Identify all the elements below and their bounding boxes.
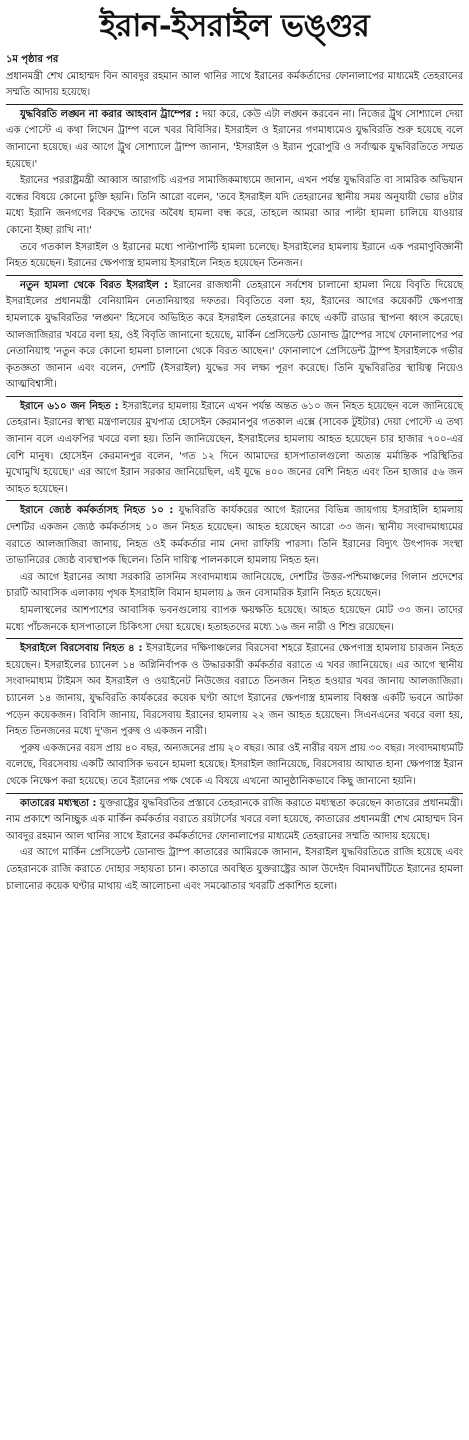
intro-paragraph: প্রধানমন্ত্রী শেখ মোহাম্মদ বিন আবদুর রহমান আল থানির সাথে ইরানের কর্মকর্তাদের ফোনালাপের মাধ্যমেই তেহরানের সম্মতি আদায় হয়েছে।	[6, 70, 463, 99]
article-sections	[6, 107, 463, 895]
paragraph-text: ইরানের রাজধানী তেহরানে সর্বশেষ চালানো হামলা নিয়ে বিবৃতি দিয়েছে ইসরাইলের প্রধানমন্ত্রী বেনিয়ামিন নেতানিয়াহুর দফতর। বিবৃতিতে বলা হয়, ইরানের আগের কয়েকটি ক্ষেপণাস্ত্র হামলাকে যুদ্ধবিরতির 'লঙ্ঘন' হিসেবে অভিহিত করে ইসরাইল তেহরানের কাছে একটি রাডার স্থাপনা ধ্বংস করেছে। আলজাজিরার খবরে বলা হয়, ওই বিবৃতি জানানো হয়েছে, মার্কিন প্রেসিডেন্ট ডোনাল্ড ট্রাম্পের সাথে ফোনালাপের পর নেতানিয়াহু 'নতুন করে কোনো হামলা চালানো থেকে বিরত আছেন।' ফোনালাপে প্রেসিডেন্ট ট্রাম্প ইসরাইলকে গভীর কৃতজ্ঞতা জানান এবং বলেন, দেশটি (ইসরাইল) যুদ্ধের সব লক্ষ্য পূরণ করেছে। তিনি যুদ্ধবিরতির স্থায়িত্ব নিয়েও আত্মবিশ্বাসী।	[6, 279, 463, 391]
article-paragraph: হামলাস্থলের আশপাশের আবাসিক ভবনগুলোয় ব্যাপক ক্ষয়ক্ষতি হয়েছে। আহত হয়েছেন মোট ৩৩ জন। তাদের মধ্যে পাঁচজনকে হাসপাতালে চিকিৎসা দেয়া হয়েছে। হতাহতদের মধ্যে ১৬ জন নারী ও শিশু রয়েছেন।	[6, 605, 463, 633]
article-paragraph: এর আগে মার্কিন প্রেসিডেন্ট ডোনাল্ড ট্রাম্প কাতারের আমিরকে জানান, ইসরাইল যুদ্ধবিরতিতে রাজি হয়েছে এবং তেহরানকে রাজি করাতে দোহার সহায়তা চান। কাতারে অবস্থিত যুক্তরাষ্ট্রের আল উদেইদ বিমানঘাঁটিতে ইরানের হামলা চালানোর কয়েক ঘণ্টার মাথায় এই আলোচনা এবং সমঝোতার খবরটি প্রকাশিত হলো।	[6, 847, 463, 892]
paragraph-text: যুক্তরাষ্ট্রের যুদ্ধবিরতির প্রস্তাবে তেহরানকে রাজি করাতে মধ্যস্থতা করেছেন কাতারের প্রধানমন্ত্রী। নাম প্রকাশে অনিচ্ছুক এক মার্কিন কর্মকর্তার বরাতে রয়টার্সের খবরে বলা হয়েছে, কাতারের প্রধানমন্ত্রী শেখ মোহাম্মদ বিন আবদুর রহমান আল থানির সাথে ইরানের কর্মকর্তাদের ফোনালাপের মাধ্যমেই তেহরানের সম্মতি আদায় হয়েছে।	[6, 797, 463, 842]
divider	[6, 104, 463, 105]
article-paragraph: এর আগে ইরানের আধা সরকারি তাসনিম সংবাদমাধ্যম জানিয়েছে, দেশটির উত্তর-পশ্চিমাঞ্চলের গিলান প্রদেশের চারটি আবাসিক এলাকায় পৃথক ইসরাইলি বিমান হামলায় ৯ জন বেসামরিক ইরানি নিহত হয়েছেন।	[6, 571, 463, 600]
article-paragraph: ইরানের পররাষ্ট্রমন্ত্রী আব্বাস আরাগচি এরপর সামাজিকমাধ্যমে জানান, এখন পর্যন্ত যুদ্ধবিরতি বা সামরিক অভিযান বন্ধের বিষয়ে কোনো চুক্তি হয়নি। তিনি আরো বলেন, 'তবে ইসরাইল যদি তেহরানের স্থানীয় সময় অনুযায়ী ভোর ৪টার মধ্যে ইরানি জনগণের বিরুদ্ধে তাদের অবৈধ হামলা বন্ধ করে, তাহলে আমরা আর পাল্টা হামলা চালিয়ে যাওয়ার কোনো ইচ্ছা রাখি না।'	[6, 175, 463, 236]
article-paragraph	[6, 641, 463, 741]
article-section	[6, 278, 463, 394]
paragraph-text: দয়া করে, কেউ এটা লঙ্ঘন করবেন না। নিজের ট্রুথ সোশ্যালে দেয়া এক পোস্টে এ কথা লিখেন ট্রাম্প বলে খবর বিবিসির। ইসরাইল ও ইরানের গণমাধ্যমেও যুদ্ধবিরতি শুরু হয়েছে বলে জানানো হয়েছে। এর আগে ট্রুথ সোশ্যালে ট্রাম্প জানান, 'ইসরাইল ও ইরান পুরোপুরি ও সর্বাত্মক যুদ্ধবিরতিতে সম্মত হয়েছে।'	[6, 108, 463, 170]
section-subhead: নতুন হামলা থেকে বিরত ইসরাইল :	[20, 279, 169, 291]
article-paragraph	[6, 503, 463, 569]
paragraph-text: ইসরাইলের দক্ষিণাঞ্চলের বিরসেবা শহরে ইরানের ক্ষেপণাস্ত্র হামলায় চারজন নিহত হয়েছেন। ইসরাইলের চ্যানেল ১৪ অগ্নিনির্বাপক ও উদ্ধারকারী কর্মকর্তার বরাতে এ খবর জানিয়েছে। এর আগে স্থানীয় সংবাদমাধ্যম টাইমস অব ইসরাইল ও ওয়াইনেট নিউজের বরাতে তিনজন নিহত হওয়ার খবর জানায় আলজাজিরা। চ্যানেল ১৪ জানায়, যুদ্ধবিরতি কার্যকরের কয়েক ঘণ্টা আগে ইরানের ক্ষেপণাস্ত্র হামলায় বিধ্বস্ত একটি ভবনে আটকা পড়েন কয়েকজন। বিবিসি জানায়, বিরসেবায় ইরানের হামলায় ২২ জন আহত হয়েছেন। সিএনএনের খবরে বলা হয়, নিহত তিনজনের মধ্যে দু'জন পুরুষ ও একজন নারী।	[6, 643, 463, 738]
divider	[6, 793, 463, 794]
headline: ইরান-ইসরাইল ভঙ্গুর	[99, 8, 370, 44]
article-section	[6, 796, 463, 896]
divider	[6, 275, 463, 276]
article-section	[6, 399, 463, 499]
divider	[6, 638, 463, 639]
section-subhead: ইরানে ৬১০ জন নিহত :	[20, 400, 119, 412]
continued-from-label: ১ম পৃষ্ঠার পর	[6, 54, 59, 65]
article-paragraph: পুরুষ একজনের বয়স প্রায় ৪০ বছর, অন্যজনের প্রায় ২০ বছর। আর ওই নারীর বয়স প্রায় ৩০ বছর। সংবাদমাধ্যমটি বলেছে, বিরসেবায় একটি আবাসিক ভবনে হামলা হয়েছে। ইসরাইল জানিয়েছে, বিরসেবায় আঘাত হানা ক্ষেপণাস্ত্র ইরান থেকে নিক্ষেপ করা হয়েছে। তবে ইরানের পক্ষ থেকে এ বিষয়ে এখনো আনুষ্ঠানিকভাবে কিছু জানানো হয়নি।	[6, 742, 463, 787]
article-paragraph	[6, 278, 463, 394]
paragraph-text: যুদ্ধবিরতি কার্যকরের আগে ইরানের বিভিন্ন জায়গায় ইসরাইলি হামলায় দেশটির একজন জ্যেষ্ঠ কর্মকর্তাসহ ১০ জন নিহত হয়েছেন। আহত হয়েছেন আরো ৩৩ জন। স্থানীয় সংবাদমাধ্যমের বরাতে আলজাজিরা জানায়, নিহত ওই কর্মকর্তার নাম নেদা রাফিয়ি পারসা। তিনি ইরানের বিদ্যুৎ উৎপাদক সংস্থা তাভানিরের জ্যেষ্ঠ ব্যবস্থাপক ছিলেন। তিনি দায়িত্ব পালনকালে হামলায় নিহত হন।	[6, 505, 464, 567]
section-subhead: যুদ্ধবিরতি লঙ্ঘন না করার আহবান ট্রাম্পের :	[20, 108, 199, 120]
article-paragraph	[6, 796, 463, 846]
article-paragraph	[6, 399, 463, 499]
divider	[6, 396, 463, 397]
article-paragraph: তবে গতকাল ইসরাইল ও ইরানের মধ্যে পাল্টাপাল্টি হামলা চলেছে। ইসরাইলের হামলায় ইরানে এক পরমাণুবিজ্ঞানী নিহত হয়েছেন। ইরানের ক্ষেপণাস্ত্র হামলায় ইসরাইলে নিহত হয়েছেন তিনজন।	[6, 241, 463, 270]
article-paragraph	[6, 107, 463, 173]
article-section	[6, 503, 463, 636]
paragraph-text: ইসরাইলের হামলায় ইরানে এখন পর্যন্ত অন্তত ৬১০ জন নিহত হয়েছেন বলে জানিয়েছে তেহরান। ইরানের স্বাস্থ্য মন্ত্রণালয়ের মুখপাত্র হোসেইন কেরমানপুর গতকাল এক্সে (সাবেক টুইটার) দেয়া পোস্টে এ তথ্য জানান বলে এএফপির খবরে বলা হয়। তিনি জানিয়েছেন, ইসরাইলের হামলায় আহত হয়েছেন চার হাজার ৭০০-এর বেশি মানুষ। হোসেইন কেরমানপুর বলেন, 'গত ১২ দিনে আমাদের হাসপাতালগুলো অত্যন্ত মর্মান্তিক পরিস্থিতির মুখোমুখি হয়েছে।' এর আগে ইরান সরকার জানিয়েছিল, এই যুদ্ধে ৪০০ জনের বেশি নিহত এবং তিন হাজার ৫৬ জন আহত হয়েছেন।	[6, 400, 463, 495]
article-section	[6, 107, 463, 273]
section-subhead: ইরানে জ্যেষ্ঠ কর্মকর্তাসহ নিহত ১০ :	[20, 505, 174, 517]
section-subhead: ইসরাইলে বিরসেবায় নিহত ৪ :	[20, 643, 143, 655]
article-body	[6, 52, 463, 895]
section-subhead: কাতারের মধ্যস্থতা :	[20, 797, 97, 809]
divider	[6, 500, 463, 501]
article-section	[6, 641, 463, 790]
